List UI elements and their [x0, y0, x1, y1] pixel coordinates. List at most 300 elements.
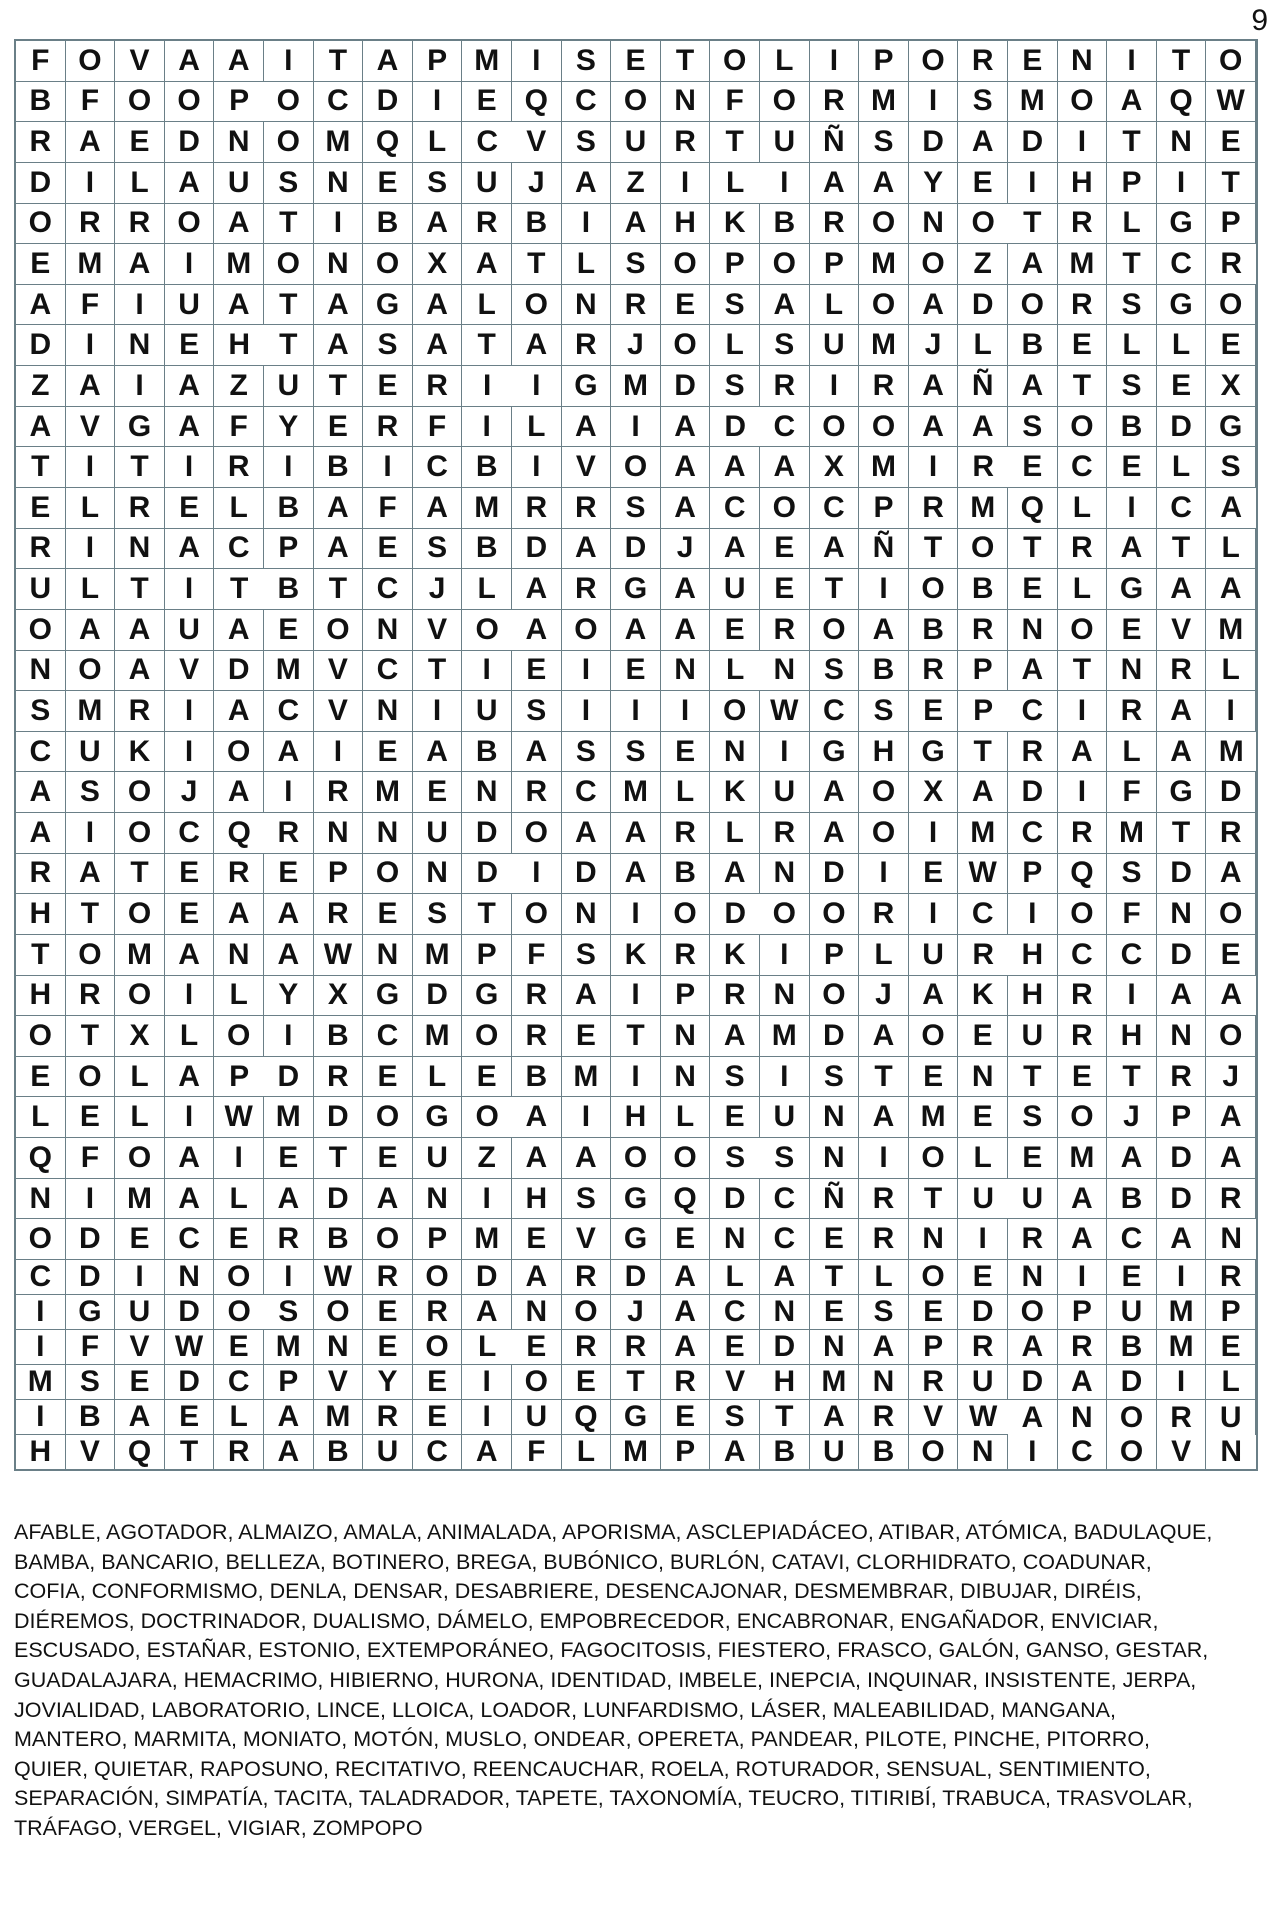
grid-cell[interactable]: L: [512, 407, 562, 448]
grid-cell[interactable]: O: [909, 1435, 959, 1469]
grid-cell[interactable]: I: [16, 1330, 66, 1365]
grid-cell[interactable]: R: [115, 488, 165, 529]
grid-cell[interactable]: F: [214, 407, 264, 448]
grid-cell[interactable]: I: [611, 407, 661, 448]
grid-cell[interactable]: E: [115, 1365, 165, 1400]
grid-cell[interactable]: R: [66, 204, 116, 245]
grid-cell[interactable]: C: [710, 1295, 760, 1330]
grid-cell[interactable]: R: [314, 772, 364, 813]
grid-cell[interactable]: C: [165, 813, 215, 854]
grid-cell[interactable]: D: [1008, 772, 1058, 813]
grid-cell[interactable]: O: [462, 1097, 512, 1138]
grid-cell[interactable]: I: [859, 854, 909, 895]
grid-cell[interactable]: J: [512, 163, 562, 204]
grid-cell[interactable]: N: [810, 1097, 860, 1138]
grid-cell[interactable]: E: [1157, 366, 1207, 407]
grid-cell[interactable]: R: [115, 691, 165, 732]
grid-cell[interactable]: R: [760, 813, 810, 854]
grid-cell[interactable]: B: [859, 1435, 909, 1469]
grid-cell[interactable]: L: [214, 976, 264, 1017]
grid-cell[interactable]: R: [1206, 1260, 1256, 1295]
grid-cell[interactable]: D: [1107, 1365, 1157, 1400]
grid-cell[interactable]: U: [760, 122, 810, 163]
grid-cell[interactable]: M: [810, 1365, 860, 1400]
grid-cell[interactable]: E: [165, 854, 215, 895]
grid-cell[interactable]: D: [958, 1295, 1008, 1330]
grid-cell[interactable]: U: [66, 732, 116, 773]
grid-cell[interactable]: O: [16, 1016, 66, 1057]
grid-cell[interactable]: C: [562, 82, 612, 123]
grid-cell[interactable]: R: [760, 366, 810, 407]
grid-cell[interactable]: U: [214, 163, 264, 204]
grid-cell[interactable]: E: [16, 1057, 66, 1098]
grid-cell[interactable]: I: [1058, 772, 1108, 813]
grid-cell[interactable]: B: [462, 732, 512, 773]
grid-cell[interactable]: A: [214, 204, 264, 245]
grid-cell[interactable]: O: [909, 1016, 959, 1057]
grid-cell[interactable]: G: [363, 976, 413, 1017]
grid-cell[interactable]: M: [909, 1097, 959, 1138]
grid-cell[interactable]: O: [611, 447, 661, 488]
grid-cell[interactable]: E: [115, 1219, 165, 1260]
grid-cell[interactable]: Ñ: [859, 529, 909, 570]
grid-cell[interactable]: R: [1058, 285, 1108, 326]
grid-cell[interactable]: E: [363, 163, 413, 204]
grid-cell[interactable]: R: [1058, 813, 1108, 854]
grid-cell[interactable]: B: [66, 1400, 116, 1435]
grid-cell[interactable]: A: [115, 244, 165, 285]
grid-cell[interactable]: T: [462, 894, 512, 935]
grid-cell[interactable]: I: [66, 813, 116, 854]
grid-cell[interactable]: L: [66, 488, 116, 529]
grid-cell[interactable]: M: [264, 1097, 314, 1138]
grid-cell[interactable]: I: [264, 41, 314, 82]
grid-cell[interactable]: I: [264, 1016, 314, 1057]
grid-cell[interactable]: A: [512, 610, 562, 651]
grid-cell[interactable]: V: [562, 447, 612, 488]
grid-cell[interactable]: C: [264, 691, 314, 732]
grid-cell[interactable]: U: [1008, 1179, 1058, 1220]
grid-cell[interactable]: U: [611, 122, 661, 163]
grid-cell[interactable]: M: [611, 1435, 661, 1469]
grid-cell[interactable]: R: [1058, 1330, 1108, 1365]
grid-cell[interactable]: B: [958, 569, 1008, 610]
grid-cell[interactable]: J: [611, 1295, 661, 1330]
grid-cell[interactable]: C: [413, 447, 463, 488]
grid-cell[interactable]: X: [115, 1016, 165, 1057]
grid-cell[interactable]: A: [1157, 1219, 1207, 1260]
grid-cell[interactable]: M: [413, 1016, 463, 1057]
grid-cell[interactable]: N: [562, 894, 612, 935]
grid-cell[interactable]: S: [562, 1179, 612, 1220]
grid-cell[interactable]: C: [413, 1435, 463, 1469]
grid-cell[interactable]: A: [611, 204, 661, 245]
grid-cell[interactable]: T: [958, 732, 1008, 773]
grid-cell[interactable]: A: [760, 285, 810, 326]
grid-cell[interactable]: U: [1206, 1400, 1256, 1435]
grid-cell[interactable]: O: [710, 41, 760, 82]
grid-cell[interactable]: R: [512, 772, 562, 813]
grid-cell[interactable]: E: [363, 1057, 413, 1098]
grid-cell[interactable]: X: [314, 976, 364, 1017]
grid-cell[interactable]: O: [115, 772, 165, 813]
grid-cell[interactable]: I: [512, 854, 562, 895]
grid-cell[interactable]: E: [611, 651, 661, 692]
grid-cell[interactable]: S: [562, 732, 612, 773]
grid-cell[interactable]: Q: [363, 122, 413, 163]
grid-cell[interactable]: F: [413, 407, 463, 448]
grid-cell[interactable]: K: [958, 976, 1008, 1017]
grid-cell[interactable]: I: [760, 935, 810, 976]
grid-cell[interactable]: L: [16, 1097, 66, 1138]
grid-cell[interactable]: I: [1157, 1365, 1207, 1400]
grid-cell[interactable]: L: [1107, 732, 1157, 773]
grid-cell[interactable]: E: [214, 1219, 264, 1260]
grid-cell[interactable]: A: [165, 935, 215, 976]
grid-cell[interactable]: R: [810, 82, 860, 123]
grid-cell[interactable]: J: [1206, 1057, 1256, 1098]
grid-cell[interactable]: N: [859, 1365, 909, 1400]
grid-cell[interactable]: A: [562, 529, 612, 570]
grid-cell[interactable]: L: [214, 1179, 264, 1220]
grid-cell[interactable]: O: [1107, 1435, 1157, 1469]
grid-cell[interactable]: T: [1206, 163, 1256, 204]
grid-cell[interactable]: L: [1157, 447, 1207, 488]
grid-cell[interactable]: U: [264, 366, 314, 407]
grid-cell[interactable]: R: [115, 204, 165, 245]
grid-cell[interactable]: E: [1107, 447, 1157, 488]
grid-cell[interactable]: C: [958, 894, 1008, 935]
grid-cell[interactable]: O: [1206, 285, 1256, 326]
grid-cell[interactable]: L: [710, 813, 760, 854]
grid-cell[interactable]: R: [264, 1219, 314, 1260]
grid-cell[interactable]: I: [1206, 691, 1256, 732]
grid-cell[interactable]: I: [264, 1260, 314, 1295]
grid-cell[interactable]: A: [264, 935, 314, 976]
grid-cell[interactable]: R: [1157, 651, 1207, 692]
grid-cell[interactable]: O: [958, 529, 1008, 570]
grid-cell[interactable]: O: [859, 772, 909, 813]
grid-cell[interactable]: P: [1157, 1097, 1207, 1138]
grid-cell[interactable]: B: [1107, 1330, 1157, 1365]
grid-cell[interactable]: L: [115, 1057, 165, 1098]
grid-cell[interactable]: P: [661, 976, 711, 1017]
grid-cell[interactable]: S: [1107, 854, 1157, 895]
grid-cell[interactable]: A: [413, 204, 463, 245]
grid-cell[interactable]: V: [66, 407, 116, 448]
grid-cell[interactable]: J: [413, 569, 463, 610]
grid-cell[interactable]: I: [512, 447, 562, 488]
grid-cell[interactable]: R: [363, 1260, 413, 1295]
grid-cell[interactable]: S: [710, 1138, 760, 1179]
grid-cell[interactable]: I: [611, 1057, 661, 1098]
grid-cell[interactable]: N: [710, 1219, 760, 1260]
grid-cell[interactable]: S: [562, 122, 612, 163]
grid-cell[interactable]: O: [909, 244, 959, 285]
grid-cell[interactable]: R: [512, 488, 562, 529]
grid-cell[interactable]: A: [363, 1179, 413, 1220]
grid-cell[interactable]: S: [710, 1057, 760, 1098]
grid-cell[interactable]: R: [909, 651, 959, 692]
grid-cell[interactable]: T: [1058, 366, 1108, 407]
grid-cell[interactable]: R: [562, 569, 612, 610]
grid-cell[interactable]: A: [1107, 529, 1157, 570]
grid-cell[interactable]: O: [512, 894, 562, 935]
grid-cell[interactable]: P: [859, 41, 909, 82]
grid-cell[interactable]: U: [760, 772, 810, 813]
grid-cell[interactable]: O: [413, 1260, 463, 1295]
grid-cell[interactable]: E: [1058, 1057, 1108, 1098]
grid-cell[interactable]: M: [214, 244, 264, 285]
grid-cell[interactable]: L: [413, 1057, 463, 1098]
grid-cell[interactable]: M: [1058, 244, 1108, 285]
grid-cell[interactable]: U: [1107, 1295, 1157, 1330]
grid-cell[interactable]: D: [264, 1057, 314, 1098]
grid-cell[interactable]: N: [363, 610, 413, 651]
grid-cell[interactable]: O: [859, 813, 909, 854]
grid-cell[interactable]: O: [363, 1219, 413, 1260]
grid-cell[interactable]: M: [314, 122, 364, 163]
grid-cell[interactable]: L: [562, 244, 612, 285]
grid-cell[interactable]: Y: [363, 1365, 413, 1400]
grid-cell[interactable]: A: [810, 813, 860, 854]
grid-cell[interactable]: D: [165, 1365, 215, 1400]
grid-cell[interactable]: E: [1058, 325, 1108, 366]
grid-cell[interactable]: I: [66, 1179, 116, 1220]
grid-cell[interactable]: A: [512, 1260, 562, 1295]
grid-cell[interactable]: T: [214, 569, 264, 610]
grid-cell[interactable]: O: [462, 610, 512, 651]
grid-cell[interactable]: N: [314, 244, 364, 285]
grid-cell[interactable]: A: [958, 772, 1008, 813]
grid-cell[interactable]: V: [710, 1365, 760, 1400]
grid-cell[interactable]: E: [1107, 610, 1157, 651]
grid-cell[interactable]: S: [66, 772, 116, 813]
grid-cell[interactable]: M: [1008, 82, 1058, 123]
grid-cell[interactable]: L: [1157, 325, 1207, 366]
grid-cell[interactable]: O: [66, 935, 116, 976]
grid-cell[interactable]: R: [909, 1365, 959, 1400]
grid-cell[interactable]: S: [710, 285, 760, 326]
grid-cell[interactable]: B: [462, 529, 512, 570]
grid-cell[interactable]: C: [1008, 691, 1058, 732]
grid-cell[interactable]: E: [363, 366, 413, 407]
grid-cell[interactable]: I: [165, 976, 215, 1017]
grid-cell[interactable]: I: [512, 366, 562, 407]
grid-cell[interactable]: O: [810, 976, 860, 1017]
grid-cell[interactable]: N: [16, 651, 66, 692]
grid-cell[interactable]: L: [462, 1330, 512, 1365]
grid-cell[interactable]: E: [1206, 1330, 1256, 1365]
grid-cell[interactable]: T: [115, 569, 165, 610]
grid-cell[interactable]: O: [661, 325, 711, 366]
grid-cell[interactable]: R: [611, 1330, 661, 1365]
grid-cell[interactable]: V: [909, 1400, 959, 1435]
grid-cell[interactable]: K: [710, 204, 760, 245]
grid-cell[interactable]: A: [1107, 1138, 1157, 1179]
grid-cell[interactable]: U: [1008, 1016, 1058, 1057]
grid-cell[interactable]: A: [760, 447, 810, 488]
grid-cell[interactable]: M: [115, 1179, 165, 1220]
grid-cell[interactable]: B: [314, 1435, 364, 1469]
grid-cell[interactable]: X: [413, 244, 463, 285]
grid-cell[interactable]: O: [909, 1138, 959, 1179]
grid-cell[interactable]: R: [562, 488, 612, 529]
grid-cell[interactable]: A: [214, 41, 264, 82]
grid-cell[interactable]: C: [1157, 488, 1207, 529]
grid-cell[interactable]: R: [1157, 1057, 1207, 1098]
grid-cell[interactable]: E: [958, 1097, 1008, 1138]
grid-cell[interactable]: G: [562, 366, 612, 407]
grid-cell[interactable]: E: [611, 41, 661, 82]
grid-cell[interactable]: B: [909, 610, 959, 651]
grid-cell[interactable]: D: [314, 1097, 364, 1138]
grid-cell[interactable]: E: [909, 1295, 959, 1330]
grid-cell[interactable]: I: [66, 447, 116, 488]
grid-cell[interactable]: O: [859, 285, 909, 326]
grid-cell[interactable]: N: [661, 1016, 711, 1057]
grid-cell[interactable]: L: [710, 651, 760, 692]
grid-cell[interactable]: C: [810, 691, 860, 732]
grid-cell[interactable]: E: [264, 610, 314, 651]
grid-cell[interactable]: R: [810, 204, 860, 245]
grid-cell[interactable]: I: [462, 651, 512, 692]
grid-cell[interactable]: A: [16, 813, 66, 854]
grid-cell[interactable]: G: [909, 732, 959, 773]
grid-cell[interactable]: M: [462, 1219, 512, 1260]
grid-cell[interactable]: E: [214, 1330, 264, 1365]
grid-cell[interactable]: C: [1058, 1435, 1108, 1469]
grid-cell[interactable]: I: [562, 1097, 612, 1138]
grid-cell[interactable]: A: [810, 1400, 860, 1435]
grid-cell[interactable]: R: [1058, 976, 1108, 1017]
grid-cell[interactable]: O: [165, 82, 215, 123]
grid-cell[interactable]: O: [214, 1016, 264, 1057]
grid-cell[interactable]: H: [1058, 163, 1108, 204]
grid-cell[interactable]: R: [710, 976, 760, 1017]
grid-cell[interactable]: A: [909, 366, 959, 407]
grid-cell[interactable]: N: [661, 651, 711, 692]
grid-cell[interactable]: V: [314, 691, 364, 732]
grid-cell[interactable]: L: [165, 1016, 215, 1057]
grid-cell[interactable]: B: [859, 651, 909, 692]
grid-cell[interactable]: B: [16, 82, 66, 123]
grid-cell[interactable]: I: [314, 204, 364, 245]
grid-cell[interactable]: R: [909, 488, 959, 529]
grid-cell[interactable]: M: [859, 244, 909, 285]
grid-cell[interactable]: S: [1008, 1097, 1058, 1138]
grid-cell[interactable]: R: [314, 1057, 364, 1098]
grid-cell[interactable]: O: [909, 569, 959, 610]
grid-cell[interactable]: L: [710, 325, 760, 366]
grid-cell[interactable]: I: [165, 447, 215, 488]
grid-cell[interactable]: L: [1107, 204, 1157, 245]
grid-cell[interactable]: U: [909, 935, 959, 976]
grid-cell[interactable]: R: [661, 122, 711, 163]
grid-cell[interactable]: D: [1157, 854, 1207, 895]
grid-cell[interactable]: I: [909, 894, 959, 935]
grid-cell[interactable]: O: [611, 1138, 661, 1179]
grid-cell[interactable]: D: [214, 651, 264, 692]
grid-cell[interactable]: L: [562, 1435, 612, 1469]
grid-cell[interactable]: M: [115, 935, 165, 976]
grid-cell[interactable]: O: [810, 407, 860, 448]
grid-cell[interactable]: I: [661, 163, 711, 204]
grid-cell[interactable]: I: [462, 1179, 512, 1220]
grid-cell[interactable]: B: [760, 204, 810, 245]
grid-cell[interactable]: E: [909, 691, 959, 732]
grid-cell[interactable]: N: [512, 1295, 562, 1330]
grid-cell[interactable]: A: [1107, 82, 1157, 123]
grid-cell[interactable]: E: [165, 894, 215, 935]
grid-cell[interactable]: D: [611, 529, 661, 570]
grid-cell[interactable]: T: [413, 651, 463, 692]
grid-cell[interactable]: O: [810, 610, 860, 651]
grid-cell[interactable]: A: [810, 163, 860, 204]
grid-cell[interactable]: R: [1058, 1016, 1108, 1057]
grid-cell[interactable]: P: [1206, 204, 1256, 245]
grid-cell[interactable]: I: [1008, 894, 1058, 935]
grid-cell[interactable]: P: [958, 651, 1008, 692]
grid-cell[interactable]: D: [958, 285, 1008, 326]
grid-cell[interactable]: G: [611, 569, 661, 610]
grid-cell[interactable]: A: [66, 122, 116, 163]
grid-cell[interactable]: B: [1008, 325, 1058, 366]
grid-cell[interactable]: O: [909, 1260, 959, 1295]
grid-cell[interactable]: M: [859, 447, 909, 488]
grid-cell[interactable]: E: [512, 1219, 562, 1260]
grid-cell[interactable]: R: [1058, 529, 1108, 570]
grid-cell[interactable]: T: [264, 285, 314, 326]
grid-cell[interactable]: L: [859, 1260, 909, 1295]
grid-cell[interactable]: D: [661, 366, 711, 407]
grid-cell[interactable]: O: [859, 204, 909, 245]
grid-cell[interactable]: O: [1058, 894, 1108, 935]
grid-cell[interactable]: I: [115, 1260, 165, 1295]
grid-cell[interactable]: H: [661, 204, 711, 245]
grid-cell[interactable]: E: [661, 1219, 711, 1260]
grid-cell[interactable]: O: [115, 1138, 165, 1179]
grid-cell[interactable]: R: [958, 41, 1008, 82]
grid-cell[interactable]: E: [512, 1330, 562, 1365]
grid-cell[interactable]: A: [115, 610, 165, 651]
grid-cell[interactable]: Q: [562, 1400, 612, 1435]
grid-cell[interactable]: R: [859, 1179, 909, 1220]
grid-cell[interactable]: H: [611, 1097, 661, 1138]
grid-cell[interactable]: A: [611, 854, 661, 895]
grid-cell[interactable]: R: [1107, 691, 1157, 732]
grid-cell[interactable]: V: [1157, 610, 1207, 651]
grid-cell[interactable]: B: [314, 1016, 364, 1057]
grid-cell[interactable]: J: [165, 772, 215, 813]
grid-cell[interactable]: N: [958, 1057, 1008, 1098]
grid-cell[interactable]: A: [314, 488, 364, 529]
grid-cell[interactable]: I: [810, 41, 860, 82]
grid-cell[interactable]: A: [710, 854, 760, 895]
grid-cell[interactable]: N: [314, 163, 364, 204]
grid-cell[interactable]: A: [165, 529, 215, 570]
grid-cell[interactable]: A: [958, 407, 1008, 448]
grid-cell[interactable]: A: [462, 1435, 512, 1469]
grid-cell[interactable]: S: [16, 691, 66, 732]
grid-cell[interactable]: Q: [1008, 488, 1058, 529]
grid-cell[interactable]: L: [710, 1260, 760, 1295]
grid-cell[interactable]: M: [859, 82, 909, 123]
grid-cell[interactable]: T: [1157, 813, 1207, 854]
grid-cell[interactable]: A: [1157, 732, 1207, 773]
grid-cell[interactable]: S: [512, 691, 562, 732]
grid-cell[interactable]: R: [1206, 244, 1256, 285]
